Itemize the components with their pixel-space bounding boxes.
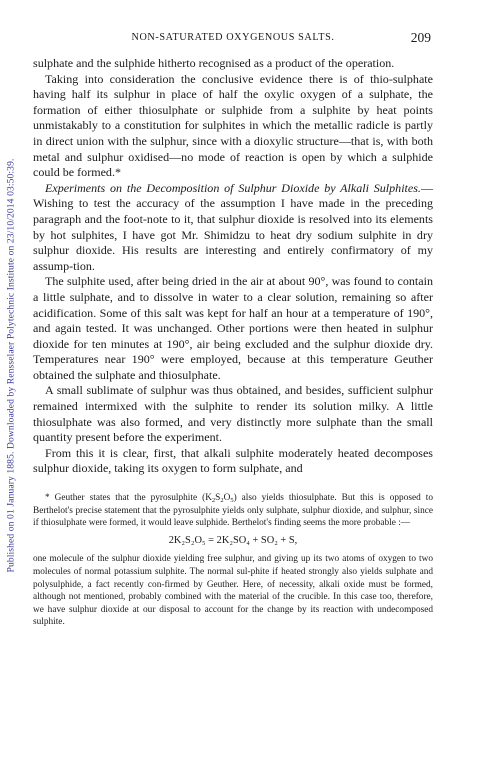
publication-stamp-text: Published on 01 January 1885. Downloaded by Rensselaer Polytechnic Institute on 23/10/2014 03:50:39. [5,158,17,572]
paragraph-2 [33,72,433,181]
paragraph-6-text: From this it is clear, first, that alkali sulphite moderately heated decomposes sulphur dioxide, taking its oxygen to form sulphate, and [33,445,433,476]
footnote-text-part: S [215,493,221,504]
footnote-reference-mark: * [114,165,121,180]
footnote [33,492,433,629]
body-text [33,56,433,477]
footnote-subscript: 2 [211,497,216,505]
footnote-subscript: 5 [230,497,234,505]
footnote-equation: 2K₂S₂O₅ = 2K₂SO₄ + SO₂ + S, [168,534,298,546]
footnote-intro [33,492,433,530]
paragraph-5 [33,383,433,445]
paragraph-5-text: A small sublimate of sulphur was thus obtained, and besides, sufficient sulphur remained intermixed with the sulphite to render its solution milky. A little thiosulphate was also formed, and very distinctly more sulphate than the small quantity present before the experiment. [33,383,433,445]
paragraph-6 [33,446,433,477]
paragraph-3 [33,181,433,275]
paragraph-4 [33,274,433,383]
running-title: NON-SATURATED OXYGENOUS SALTS. [131,32,335,43]
paragraph-3-text: —Wishing to test the accuracy of the assumption I have made in the preceding paragraph and the foot-note to it, that sulphur dioxide is resolved into its elements by hot sulphites, I have got Mr. Shimidzu to heat dry sodium sulphite in dry sulphur dioxide. His results are interesting and entirely confirmatory of my assump-tion. [33,180,433,273]
paragraph-1 [33,56,433,72]
footnote-subscript: 2 [220,497,224,505]
page-number: 209 [410,30,431,45]
footnote-mark: * [45,493,50,504]
paragraph-4-text: The sulphite used, after being dried in the air at about 90°, was found to contain a little sulphate, and to dissolve in water to a clear solution, remaining so after acidification. Some of this salt was kept for half an hour at a temperature of 190°, and again tested. It was unchanged. Other portions were then heated in sulphur dioxide for ten minutes at 190°, air being excluded and the sulphur dioxide dry. Temperatures near 190° were employed, because at this temperature Geuther obtained the sulphate and thiosulphate. [33,274,433,382]
footnote-text-part: ) also yields thiosulphate. But this is opposed to Berthelot's precise statement that the pyrosulphite yields only sulphate, sulphur dioxide, and sulphur, since if thiosulphate were formed, it would leave sulphide. Berthelot's finding seems the more probable :— [33,493,433,529]
footnote-text-part: Geuther states that the pyrosulphite (K [49,493,212,504]
running-head [33,30,433,50]
section-heading-italic: Experiments on the Decomposition of Sulphur Dioxide by Alkali Sulphites. [45,180,421,195]
paragraph-1-text: sulphate and the sulphide hitherto recognised as a product of the operation. [33,56,395,70]
page [33,30,433,629]
paragraph-2-text: Taking into consideration the conclusive evidence there is of thio-sulphate having half its sulphur in place of half the oxylic oxygen of a sulphate, the formation of either thiosulphate or sulphide from a sulphite by heat points unmistakably to a constitution for sulphites in which the metallic radicle is partly in direct union with the sulphur, since with a dioxylic structure—that is, with both metal and sulphur oxidised—no mode of reaction is open by which a sulphide could be formed. [33,71,433,180]
footnote-continuation: one molecule of the sulphur dioxide yielding free sulphur, and giving up its two atoms of oxygen to two molecules of normal potassium sulphite. The normal sul-phite if heated strongly also yields sulphate and polysulphide, a fact recently con-firmed by Geuther. Here, of necessity, alkali oxide must be formed, although not mentioned, probably combined with the material of the crucible. In this case too, therefore, we have sulphur dioxide at our disposal to account for the change by its reaction with undecomposed sulphite. [33,554,433,628]
publication-stamp [2,30,20,700]
footnote-text-part: O [223,493,231,504]
